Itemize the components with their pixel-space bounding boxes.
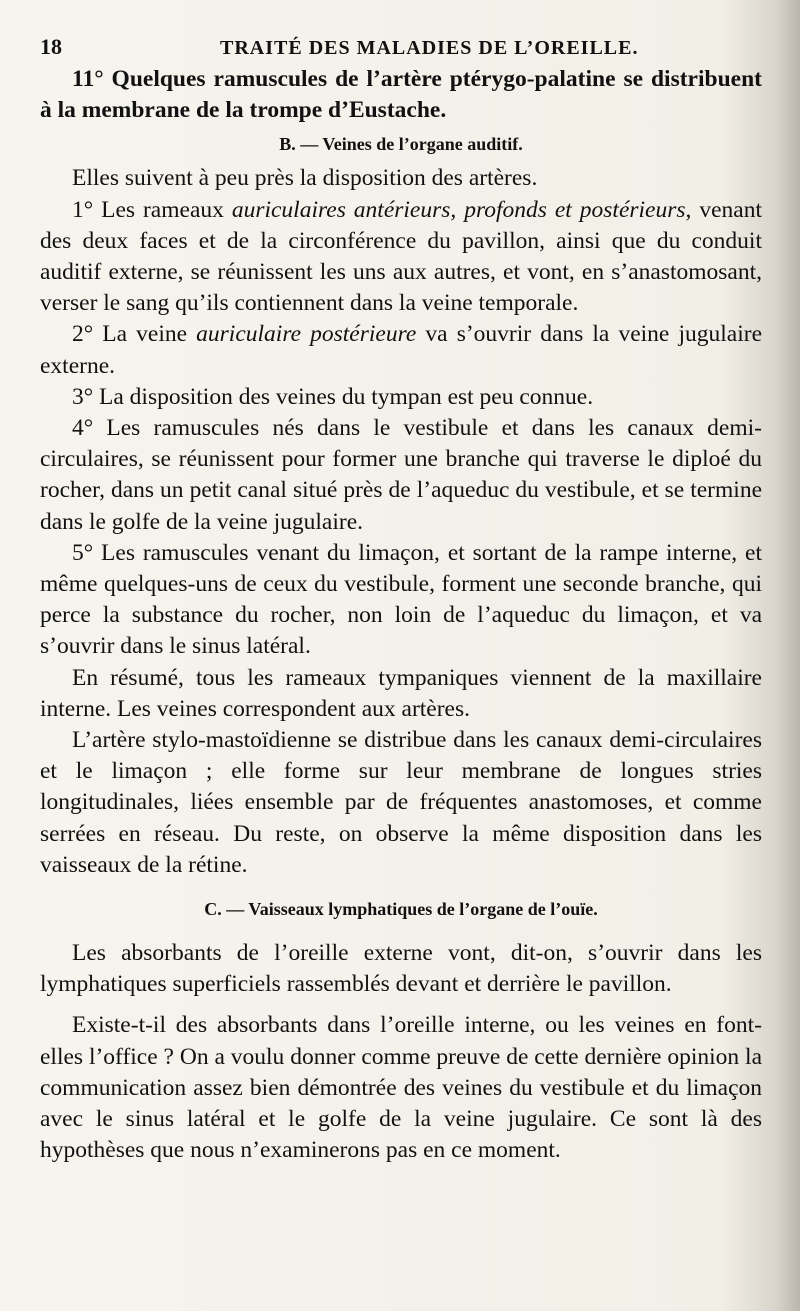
spacer: [40, 881, 762, 891]
text-span: , venant des deux faces et de la circonférence du pavillon, ainsi que du conduit auditif externe, se réunissent les uns aux autres, et vont, en s’anastomosant, verser le sang qu’ils contiennent dans la veine temporale.: [40, 196, 762, 317]
paragraph-veins-3: 3° La disposition des veines du tympan est peu connue.: [72, 383, 594, 410]
paragraph-veins-1: [40, 195, 762, 320]
text-span: 1° Les rameaux: [72, 196, 232, 223]
paragraph-veins-2: [40, 319, 762, 381]
paragraph-stylo-mastoid: L’artère stylo-mastoïdienne se distribue dans les canaux demi-circulaires et le limaçon ; elle forme sur leur membrane de longues stries longitudinales, liées ensemble par de fréquentes anastomoses, et comme serrées en réseau. Du reste, on observe la même disposition dans les vaisseaux de la rétine.: [40, 727, 762, 878]
paragraph-lymphatics-external: Les absorbants de l’oreille externe vont, dit-on, s’ouvrir dans les lymphatiques superficiels rassemblés devant et derrière le pavillon.: [40, 940, 762, 998]
paragraph-veins-intro: Elles suivent à peu près la disposition des artères.: [72, 165, 538, 192]
running-header: [40, 34, 762, 60]
page-number: 18: [40, 34, 62, 59]
running-title: TRAITÉ DES MALADIES DE L’OREILLE.: [220, 37, 639, 59]
paragraph-lymphatics-internal: Existe-t-il des absorbants dans l’oreille interne, ou les veines en font-elles l’office ? On a voulu donner comme preuve de cette dernière opinion la communication assez bien démontrée des veines du vestibule et du limaçon avec le sinus latéral et le golfe de la veine jugulaire. Ce sont là des hypothèses que nous n’examinerons pas en ce moment.: [40, 1012, 762, 1164]
paragraph-veins-5: 5° Les ramuscules venant du limaçon, et sortant de la rampe interne, et même quelques-uns de ceux du vestibule, forment une seconde branche, qui perce la substance du rocher, non loin de l’aqueduc du limaçon, et va s’ouvrir dans le sinus latéral.: [40, 539, 762, 660]
italic-span: auriculaire postérieure: [196, 321, 417, 348]
text-span: va s’ouvrir dans la veine jugulaire externe.: [40, 321, 762, 379]
paragraph-arteries-11: 11° Quelques ramuscules de l’artère ptérygo-palatine se distribuent à la membrane de la trompe d’Eustache.: [40, 66, 762, 124]
section-c-heading: C. — Vaisseaux lymphatiques de l’organe de l’ouïe.: [204, 899, 598, 920]
spacer: [40, 1000, 762, 1010]
paragraph-veins-4: 4° Les ramuscules nés dans le vestibule et dans les canaux demi-circulaires, se réunissent pour former une branche qui traverse le diploé du rocher, dans un petit canal situé près de l’aqueduc du vestibule, et se termine dans le golfe de la veine jugulaire.: [40, 415, 762, 535]
italic-span: auriculaires antérieurs, profonds et postérieurs: [231, 196, 686, 223]
section-b-heading: B. — Veines de l’organe auditif.: [279, 134, 523, 155]
spacer: [40, 928, 762, 938]
text-span: 2° La veine: [72, 321, 197, 348]
paragraph-summary: En résumé, tous les rameaux tympaniques viennent de la maxillaire interne. Les veines correspondent aux artères.: [40, 664, 762, 722]
